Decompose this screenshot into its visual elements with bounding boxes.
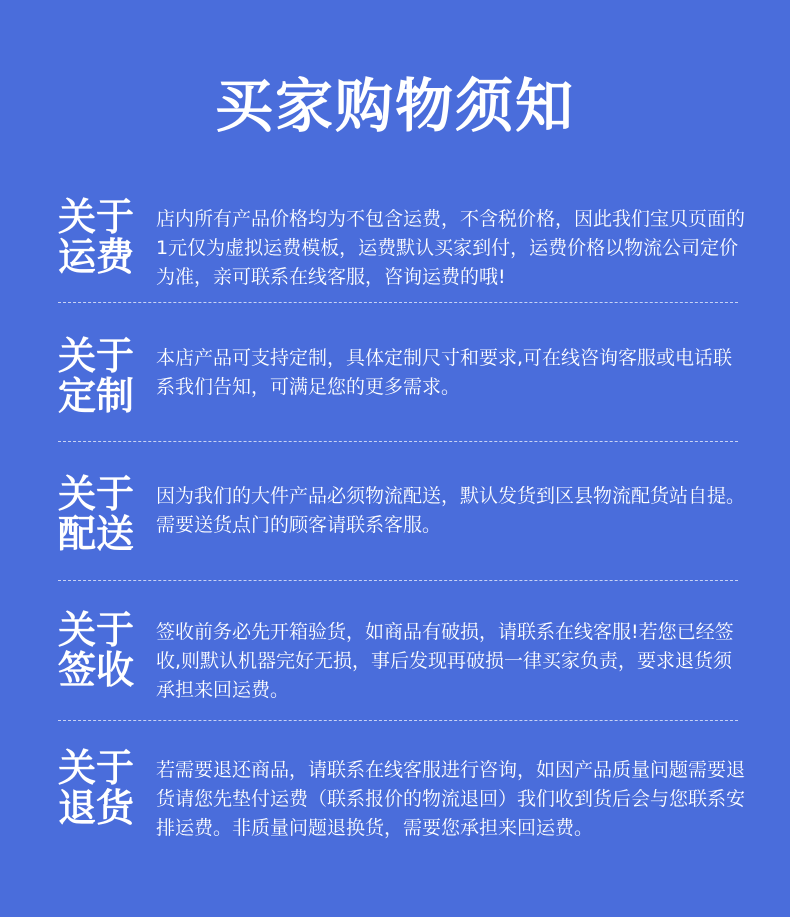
section-heading-line1: 关于	[58, 195, 135, 239]
section-divider	[58, 441, 738, 442]
section-body: 若需要退还商品，请联系在线客服进行咨询，如因产品质量问题需要退货请您先垫付运费（联系报价的物流退回）我们收到货后会与您联系安排运费。非质量问题退换货，需要您承担来回运费。	[156, 759, 746, 839]
section-heading-line2: 定制	[58, 374, 135, 418]
section-heading-line1: 关于	[58, 472, 135, 516]
section-heading	[58, 474, 138, 554]
section-heading	[58, 336, 138, 416]
section-body: 店内所有产品价格均为不包含运费，不含税价格，因此我们宝贝页面的1元仅为虚拟运费模板，运费默认买家到付，运费价格以物流公司定价为准，亲可联系在线客服，咨询运费的哦!	[156, 208, 746, 288]
section-heading-line2: 运费	[58, 235, 135, 279]
section-heading-line1: 关于	[58, 608, 135, 652]
section-heading	[58, 748, 138, 828]
section-heading-line2: 退货	[58, 786, 135, 830]
section-divider	[58, 580, 738, 581]
section-heading	[58, 197, 138, 277]
section-heading	[58, 610, 138, 690]
section-divider	[58, 302, 738, 303]
section-body: 签收前务必先开箱验货，如商品有破损，请联系在线客服!若您已经签收,则默认机器完好无损，事后发现再破损一律买家负责，要求退货须承担来回运费。	[156, 621, 734, 701]
section-heading-line2: 配送	[58, 512, 135, 556]
section-heading-line1: 关于	[58, 746, 135, 790]
page-title: 买家购物须知	[214, 72, 575, 140]
section-divider	[58, 720, 738, 721]
section-heading-line2: 签收	[58, 648, 135, 692]
section-heading-line1: 关于	[58, 334, 135, 378]
section-body: 本店产品可支持定制，具体定制尺寸和要求,可在线咨询客服或电话联系我们告知，可满足您的更多需求。	[156, 347, 733, 398]
section-body: 因为我们的大件产品必须物流配送，默认发货到区县物流配货站自提。需要送货点门的顾客请联系客服。	[156, 485, 746, 536]
